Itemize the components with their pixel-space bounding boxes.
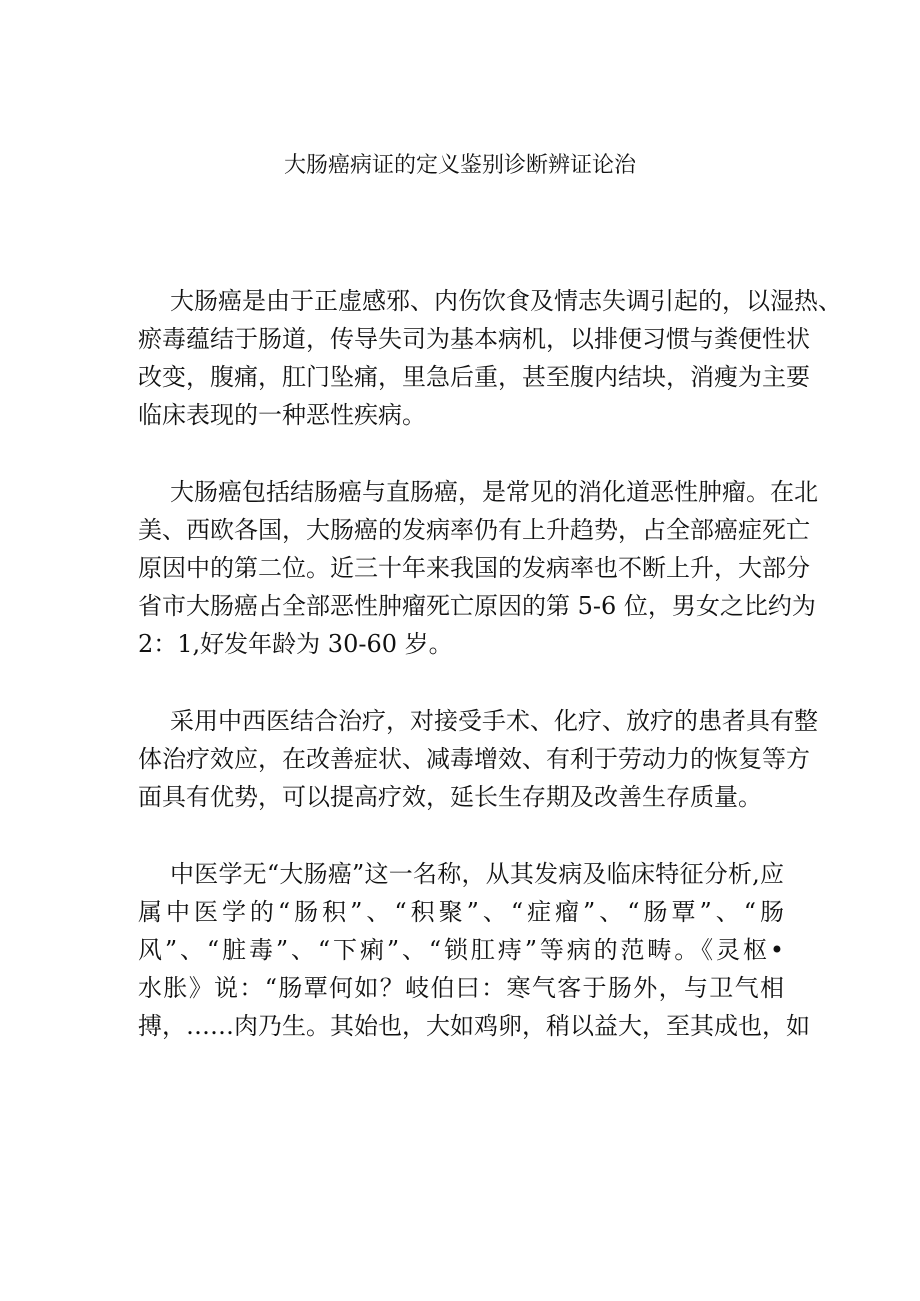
- paragraph-line: 2：1,好发年龄为 30-60 岁。: [138, 630, 453, 658]
- paragraph-line: 体治疗效应，在改善症状、减毒增效、有利于劳动力的恢复等方: [138, 745, 810, 773]
- paragraph-tcm-classification: [138, 855, 810, 1045]
- paragraph-line: 采用中西医结合治疗，对接受手术、化疗、放疗的患者具有整: [170, 707, 818, 735]
- document-title: 大肠癌病证的定义鉴别诊断辨证论治: [283, 153, 636, 178]
- paragraph-line: 美、西欧各国，大肠癌的发病率仍有上升趋势，占全部癌症死亡: [138, 516, 810, 544]
- paragraph-line: 搏，……肉乃生。其始也，大如鸡卵，稍以益大，至其成也，如: [138, 1012, 810, 1040]
- paragraph-line: 风”、“脏毒”、“下痢”、“锁肛痔”等病的范畴。《灵枢•: [138, 936, 784, 964]
- paragraph-line: 水胀》说：“肠覃何如？岐伯曰：寒气客于肠外，与卫气相: [138, 974, 784, 1002]
- paragraph-line: 临床表现的一种恶性疾病。: [138, 401, 426, 429]
- paragraph-line: 省市大肠癌占全部恶性肿瘤死亡原因的第 5-6 位，男女之比约为: [138, 592, 816, 620]
- paragraph-line: 原因中的第二位。近三十年来我国的发病率也不断上升，大部分: [138, 554, 810, 582]
- paragraph-line: 瘀毒蕴结于肠道，传导失司为基本病机，以排便习惯与粪便性状: [138, 325, 810, 353]
- paragraph-line: 面具有优势，可以提高疗效，延长生存期及改善生存质量。: [138, 783, 762, 811]
- document-body: [138, 282, 842, 1084]
- paragraph-treatment: [138, 702, 818, 816]
- paragraph-definition: [138, 282, 842, 434]
- paragraph-epidemiology: [138, 473, 818, 663]
- paragraph-line: 大肠癌包括结肠癌与直肠癌，是常见的消化道恶性肿瘤。在北: [170, 478, 818, 506]
- paragraph-line: 属中医学的“肠积”、“积聚”、“症瘤”、“肠覃”、“肠: [138, 898, 784, 926]
- paragraph-line: 中医学无“大肠癌”这一名称，从其发病及临床特征分析,应: [170, 860, 784, 888]
- paragraph-line: 改变，腹痛，肛门坠痛，里急后重，甚至腹内结块，消瘦为主要: [138, 363, 810, 391]
- paragraph-line: 大肠癌是由于正虚感邪、内伤饮食及情志失调引起的，以湿热、: [170, 287, 842, 315]
